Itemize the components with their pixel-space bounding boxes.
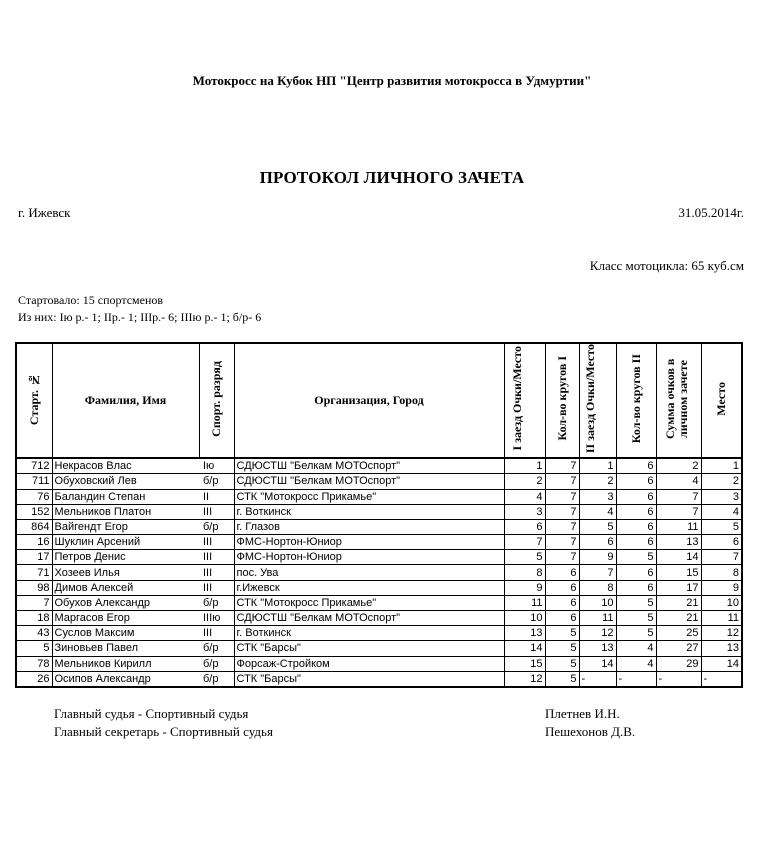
laps2-cell: 5 bbox=[616, 611, 656, 626]
heat1-cell: 3 bbox=[504, 504, 545, 519]
place-cell: 11 bbox=[701, 611, 742, 626]
heat2-cell: 2 bbox=[579, 474, 616, 489]
organization-cell: СТК "Барсы" bbox=[234, 641, 504, 656]
sport-rank-cell: III bbox=[199, 626, 234, 641]
laps1-cell: 5 bbox=[545, 641, 579, 656]
heat2-cell: 9 bbox=[579, 550, 616, 565]
rank-breakdown-label: Из них: Iю р.- 1; IIр.- 1; IIIр.- 6; IIIю р.- 1; б/р- 6 bbox=[18, 310, 262, 324]
organization-cell: пос. Ува bbox=[234, 565, 504, 580]
organization-cell: г. Воткинск bbox=[234, 504, 504, 519]
table-row bbox=[16, 489, 742, 504]
place-cell: 13 bbox=[701, 641, 742, 656]
name-cell: Вайгендт Егор bbox=[52, 519, 199, 534]
heat1-cell: 15 bbox=[504, 656, 545, 671]
name-cell: Димов Алексей bbox=[52, 580, 199, 595]
heat1-cell: 14 bbox=[504, 641, 545, 656]
heat1-cell: 11 bbox=[504, 595, 545, 610]
laps2-cell: 6 bbox=[616, 458, 656, 474]
laps1-cell: 7 bbox=[545, 550, 579, 565]
start-number-cell: 711 bbox=[16, 474, 52, 489]
place-cell: 14 bbox=[701, 656, 742, 671]
start-number-cell: 16 bbox=[16, 535, 52, 550]
laps1-cell: 6 bbox=[545, 565, 579, 580]
col-header-heat1: I заезд Очки/Место bbox=[504, 343, 545, 458]
table-row bbox=[16, 671, 742, 687]
sport-rank-cell: II bbox=[199, 489, 234, 504]
name-cell: Шуклин Арсений bbox=[52, 535, 199, 550]
heat1-cell: 2 bbox=[504, 474, 545, 489]
sport-rank-cell: III bbox=[199, 580, 234, 595]
place-cell: 8 bbox=[701, 565, 742, 580]
heat2-cell: 12 bbox=[579, 626, 616, 641]
organization-cell: г.Ижевск bbox=[234, 580, 504, 595]
points-sum-cell: 4 bbox=[656, 474, 701, 489]
laps2-cell: 6 bbox=[616, 489, 656, 504]
points-sum-cell: 14 bbox=[656, 550, 701, 565]
place-cell: - bbox=[701, 671, 742, 687]
heat2-cell: 4 bbox=[579, 504, 616, 519]
start-number-cell: 71 bbox=[16, 565, 52, 580]
name-cell: Хозеев Илья bbox=[52, 565, 199, 580]
table-row bbox=[16, 474, 742, 489]
points-sum-cell: 7 bbox=[656, 504, 701, 519]
heat2-cell: - bbox=[579, 671, 616, 687]
points-sum-cell: 15 bbox=[656, 565, 701, 580]
points-sum-cell: 2 bbox=[656, 458, 701, 474]
laps2-cell: 5 bbox=[616, 595, 656, 610]
laps2-cell: 5 bbox=[616, 626, 656, 641]
heat2-cell: 3 bbox=[579, 489, 616, 504]
heat1-cell: 10 bbox=[504, 611, 545, 626]
heat1-cell: 5 bbox=[504, 550, 545, 565]
name-cell: Осипов Александр bbox=[52, 671, 199, 687]
start-number-cell: 864 bbox=[16, 519, 52, 534]
chief-judge-label: Главный судья - Спортивный судья bbox=[54, 706, 249, 721]
table-row bbox=[16, 519, 742, 534]
heat1-cell: 13 bbox=[504, 626, 545, 641]
organization-cell: СТК "Барсы" bbox=[234, 671, 504, 687]
sport-rank-cell: б/р bbox=[199, 519, 234, 534]
sport-rank-cell: б/р bbox=[199, 656, 234, 671]
chief-secretary-label: Главный секретарь - Спортивный судья bbox=[54, 724, 273, 739]
points-sum-cell: 17 bbox=[656, 580, 701, 595]
results-table bbox=[15, 342, 743, 688]
table-row bbox=[16, 458, 742, 474]
heat1-cell: 4 bbox=[504, 489, 545, 504]
sport-rank-cell: б/р bbox=[199, 671, 234, 687]
start-number-cell: 78 bbox=[16, 656, 52, 671]
laps2-cell: 4 bbox=[616, 641, 656, 656]
place-cell: 2 bbox=[701, 474, 742, 489]
laps2-cell: 6 bbox=[616, 565, 656, 580]
laps1-cell: 5 bbox=[545, 671, 579, 687]
name-cell: Маргасов Егор bbox=[52, 611, 199, 626]
laps2-cell: 4 bbox=[616, 656, 656, 671]
col-header-sport-rank: Спорт. разряд bbox=[199, 343, 234, 458]
date-label: 31.05.2014г. bbox=[678, 205, 744, 220]
laps1-cell: 6 bbox=[545, 595, 579, 610]
laps1-cell: 7 bbox=[545, 458, 579, 474]
laps1-cell: 7 bbox=[545, 504, 579, 519]
place-cell: 3 bbox=[701, 489, 742, 504]
heat2-cell: 6 bbox=[579, 535, 616, 550]
place-cell: 1 bbox=[701, 458, 742, 474]
sport-rank-cell: III bbox=[199, 565, 234, 580]
sport-rank-cell: б/р bbox=[199, 595, 234, 610]
heat2-cell: 8 bbox=[579, 580, 616, 595]
results-table-body bbox=[16, 458, 742, 687]
name-cell: Мельников Кирилл bbox=[52, 656, 199, 671]
name-cell: Мельников Платон bbox=[52, 504, 199, 519]
col-header-place: Место bbox=[701, 343, 742, 458]
place-cell: 9 bbox=[701, 580, 742, 595]
laps2-cell: 6 bbox=[616, 474, 656, 489]
laps1-cell: 6 bbox=[545, 580, 579, 595]
table-row bbox=[16, 580, 742, 595]
name-cell: Баландин Степан bbox=[52, 489, 199, 504]
heat1-cell: 7 bbox=[504, 535, 545, 550]
organization-cell: СТК "Мотокросс Прикамье" bbox=[234, 489, 504, 504]
start-number-cell: 7 bbox=[16, 595, 52, 610]
laps1-cell: 6 bbox=[545, 611, 579, 626]
heat2-cell: 1 bbox=[579, 458, 616, 474]
chief-secretary-name: Пешехонов Д.В. bbox=[545, 724, 636, 739]
points-sum-cell: 29 bbox=[656, 656, 701, 671]
start-number-cell: 18 bbox=[16, 611, 52, 626]
chief-judge-name: Плетнев И.Н. bbox=[545, 706, 620, 721]
col-header-laps1: Кол-во кругов I bbox=[545, 343, 579, 458]
place-cell: 6 bbox=[701, 535, 742, 550]
organization-cell: Форсаж-Стройком bbox=[234, 656, 504, 671]
name-cell: Петров Денис bbox=[52, 550, 199, 565]
laps1-cell: 5 bbox=[545, 656, 579, 671]
sport-rank-cell: б/р bbox=[199, 474, 234, 489]
table-row bbox=[16, 550, 742, 565]
organization-cell: ФМС-Нортон-Юниор bbox=[234, 550, 504, 565]
heat2-cell: 14 bbox=[579, 656, 616, 671]
table-row bbox=[16, 535, 742, 550]
organization-cell: г. Глазов bbox=[234, 519, 504, 534]
points-sum-cell: 27 bbox=[656, 641, 701, 656]
place-cell: 4 bbox=[701, 504, 742, 519]
sport-rank-cell: б/р bbox=[199, 641, 234, 656]
heat2-cell: 10 bbox=[579, 595, 616, 610]
organization-cell: СДЮСТШ "Белкам МОТОспорт" bbox=[234, 474, 504, 489]
laps2-cell: 6 bbox=[616, 580, 656, 595]
col-header-organization: Организация, Город bbox=[234, 343, 504, 458]
start-number-cell: 76 bbox=[16, 489, 52, 504]
sport-rank-cell: IIIю bbox=[199, 611, 234, 626]
sport-rank-cell: III bbox=[199, 535, 234, 550]
place-cell: 12 bbox=[701, 626, 742, 641]
col-header-laps2: Кол-во кругов II bbox=[616, 343, 656, 458]
table-row bbox=[16, 565, 742, 580]
laps1-cell: 7 bbox=[545, 474, 579, 489]
heat1-cell: 6 bbox=[504, 519, 545, 534]
points-sum-cell: 11 bbox=[656, 519, 701, 534]
heat2-cell: 11 bbox=[579, 611, 616, 626]
organization-cell: СДЮСТШ "Белкам МОТОспорт" bbox=[234, 458, 504, 474]
motorcycle-class-label: Класс мотоцикла: 65 куб.см bbox=[589, 258, 744, 273]
col-header-heat2: II заезд Очки/Место bbox=[579, 343, 616, 458]
points-sum-cell: - bbox=[656, 671, 701, 687]
organization-cell: СДЮСТШ "Белкам МОТОспорт" bbox=[234, 611, 504, 626]
laps2-cell: - bbox=[616, 671, 656, 687]
event-title: Мотокросс на Кубок НП "Центр развития мотокросса в Удмуртии" bbox=[192, 73, 592, 88]
points-sum-cell: 21 bbox=[656, 611, 701, 626]
organization-cell: СТК "Мотокросс Прикамье" bbox=[234, 595, 504, 610]
start-number-cell: 43 bbox=[16, 626, 52, 641]
points-sum-cell: 25 bbox=[656, 626, 701, 641]
start-number-cell: 98 bbox=[16, 580, 52, 595]
laps1-cell: 7 bbox=[545, 519, 579, 534]
laps1-cell: 7 bbox=[545, 535, 579, 550]
name-cell: Суслов Максим bbox=[52, 626, 199, 641]
points-sum-cell: 21 bbox=[656, 595, 701, 610]
city-label: г. Ижевск bbox=[18, 205, 71, 220]
place-cell: 7 bbox=[701, 550, 742, 565]
heat1-cell: 8 bbox=[504, 565, 545, 580]
heat1-cell: 9 bbox=[504, 580, 545, 595]
table-row bbox=[16, 595, 742, 610]
start-number-cell: 712 bbox=[16, 458, 52, 474]
name-cell: Зиновьев Павел bbox=[52, 641, 199, 656]
col-header-start-number: Старт. № bbox=[16, 343, 52, 458]
sport-rank-cell: III bbox=[199, 550, 234, 565]
document-title: ПРОТОКОЛ ЛИЧНОГО ЗАЧЕТА bbox=[259, 168, 525, 187]
laps2-cell: 6 bbox=[616, 535, 656, 550]
table-row bbox=[16, 504, 742, 519]
name-cell: Некрасов Влас bbox=[52, 458, 199, 474]
points-sum-cell: 13 bbox=[656, 535, 701, 550]
heat2-cell: 13 bbox=[579, 641, 616, 656]
heat2-cell: 7 bbox=[579, 565, 616, 580]
name-cell: Обухов Александр bbox=[52, 595, 199, 610]
organization-cell: г. Воткинск bbox=[234, 626, 504, 641]
laps2-cell: 6 bbox=[616, 519, 656, 534]
organization-cell: ФМС-Нортон-Юниор bbox=[234, 535, 504, 550]
heat1-cell: 12 bbox=[504, 671, 545, 687]
started-count-label: Стартовало: 15 спортсменов bbox=[18, 293, 164, 307]
table-row bbox=[16, 611, 742, 626]
sport-rank-cell: Iю bbox=[199, 458, 234, 474]
start-number-cell: 26 bbox=[16, 671, 52, 687]
start-number-cell: 5 bbox=[16, 641, 52, 656]
place-cell: 10 bbox=[701, 595, 742, 610]
laps1-cell: 7 bbox=[545, 489, 579, 504]
col-header-name: Фамилия, Имя bbox=[52, 343, 199, 458]
table-row bbox=[16, 626, 742, 641]
place-cell: 5 bbox=[701, 519, 742, 534]
col-header-points-sum: Сумма очков в личном зачете bbox=[656, 343, 701, 458]
laps2-cell: 5 bbox=[616, 550, 656, 565]
table-row bbox=[16, 656, 742, 671]
table-row bbox=[16, 641, 742, 656]
laps1-cell: 5 bbox=[545, 626, 579, 641]
points-sum-cell: 7 bbox=[656, 489, 701, 504]
start-number-cell: 17 bbox=[16, 550, 52, 565]
start-number-cell: 152 bbox=[16, 504, 52, 519]
heat2-cell: 5 bbox=[579, 519, 616, 534]
heat1-cell: 1 bbox=[504, 458, 545, 474]
laps2-cell: 6 bbox=[616, 504, 656, 519]
table-header-row bbox=[16, 343, 742, 458]
sport-rank-cell: III bbox=[199, 504, 234, 519]
name-cell: Обуховский Лев bbox=[52, 474, 199, 489]
